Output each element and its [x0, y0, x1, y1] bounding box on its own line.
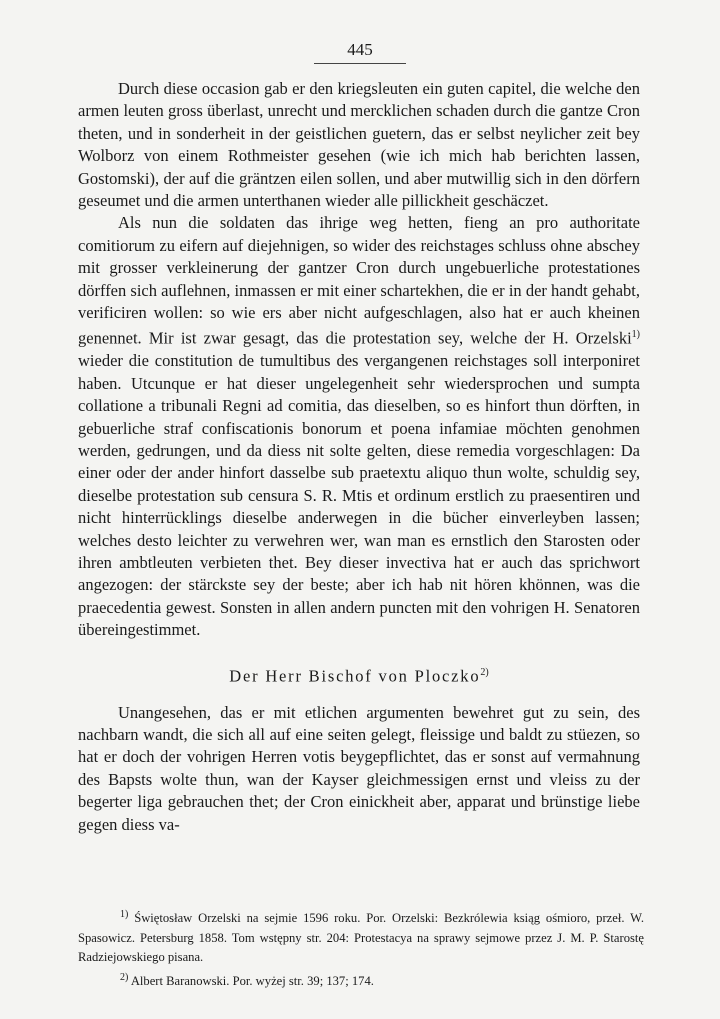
section-heading — [78, 662, 640, 688]
footnote-2-mark: 2) — [120, 971, 129, 983]
paragraph-2 — [78, 212, 640, 641]
footnote-1-text: Świętosław Orzelski na sejmie 1596 roku. Por. Orzelski: Bezkrólewia ksiąg ośmioro, przeł. W. Spasowicz. Petersburg 1858. Tom wstępny str. 204: Protestacya na sprawy sejmowe przez J. M. P. Starostę Radziejowskiego pisana. — [78, 911, 644, 965]
footnote-1 — [78, 905, 644, 968]
footnote-ref-1: 1) — [631, 329, 640, 341]
footnote-1-mark: 1) — [120, 909, 129, 920]
footnotes — [78, 905, 644, 991]
paragraph-2-text: Als nun die soldaten das ihrige weg hetten, fieng an pro authoritate comitiorum zu eifern auf diejehnigen, so wider des reichstages schluss ohne abschey mit grosser verkleinerung der gantzer Cron durch ungebuerliche protestationes dörffen sich auflehnen, inmassen er mit einer schartekhen, die er in der handt gehabt, verificiren wollen: so wie ers aber nicht aufgeschlagen, also hat er auch kheinen genennet. Mir ist zwar gesagt, das die protestation sey, welche der H. Orzelski — [78, 213, 640, 348]
footnote-2-text: Albert Baranowski. Por. wyżej str. 39; 137; 174. — [130, 973, 374, 988]
footnote-2 — [78, 968, 644, 992]
footnote-ref-2: 2) — [480, 666, 489, 678]
main-text — [78, 78, 640, 836]
page-number: 445 — [347, 40, 373, 59]
page-number-rule — [314, 63, 406, 64]
paragraph-1: Durch diese occasion gab er den kriegsleuten ein guten capitel, die welche den armen leuten gross überlast, unrecht und mercklichen schaden durch die gantze Cron theten, und in sonderheit in der geistlichen guetern, das er selbst neylicher zeit bey Wolborz von einem Rothmeister gesehen (wie ich mich hab berichten lassen, Gostomski), der auf die gräntzen eilen sollen, und aber mutwillig sich in den dörfern geseumet und die armen unterthanen wieder alle pillickheit geschäczet. — [78, 79, 640, 211]
section-heading-text: Der Herr Bischof von Ploczko — [229, 666, 481, 686]
paragraph-2-continued: wieder die constitution de tumultibus des vergangenen reichstages soll interponiret haben. Utcunque er hat dieser ungelegenheit sehr wiedersprochen und sumpta collatione a tribunali Regni ad comitia, das dieselben, so es hinfort thun dörften, in gebuerliche straf confiscationis bonorum et poena infamiae möchten genohmen werden, gedrungen, und da diess nit solte gelten, diese remedia vorgeschlagen: Da einer oder der ander hinfort dasselbe sub praetextu aliquo thun wolte, schuldig sey, dieselbe protestation sub censura S. R. Mtis et ordinum erstlich zu praesentiren und nicht hinterrücklings dieselbe anderwegen in die bücher einverleyben lassen; welches desto leichter zu verwehren wer, wan man es ernstlich den Starosten oder ihren ambtleuten verbieten thet. Bey dieser invectiva hat er auch das sprichwort angezogen: der stärckste sey der beste; aber ich hab nit hören khönnen, was die praecedentia gewest. Sonsten in allen andern puncten mit den vohrigen H. Senatoren übereingestimmet. — [78, 351, 640, 640]
paragraph-3: Unangesehen, das er mit etlichen argumenten bewehret gut zu sein, des nachbarn wandt, die sich all auf eine seiten gelegt, fleissige und baldt zu stüezen, so hat er doch der vohrigen Herren votis beygepflichtet, das er sonst auf vermahnung des Bapsts wolte thun, wan der Kayser gleichmessigen ernst und vleiss zu der begerter liga gebrauchen thet; der Cron einickheit aber, apparat und brünstige liebe gegen diess va- — [78, 702, 640, 834]
